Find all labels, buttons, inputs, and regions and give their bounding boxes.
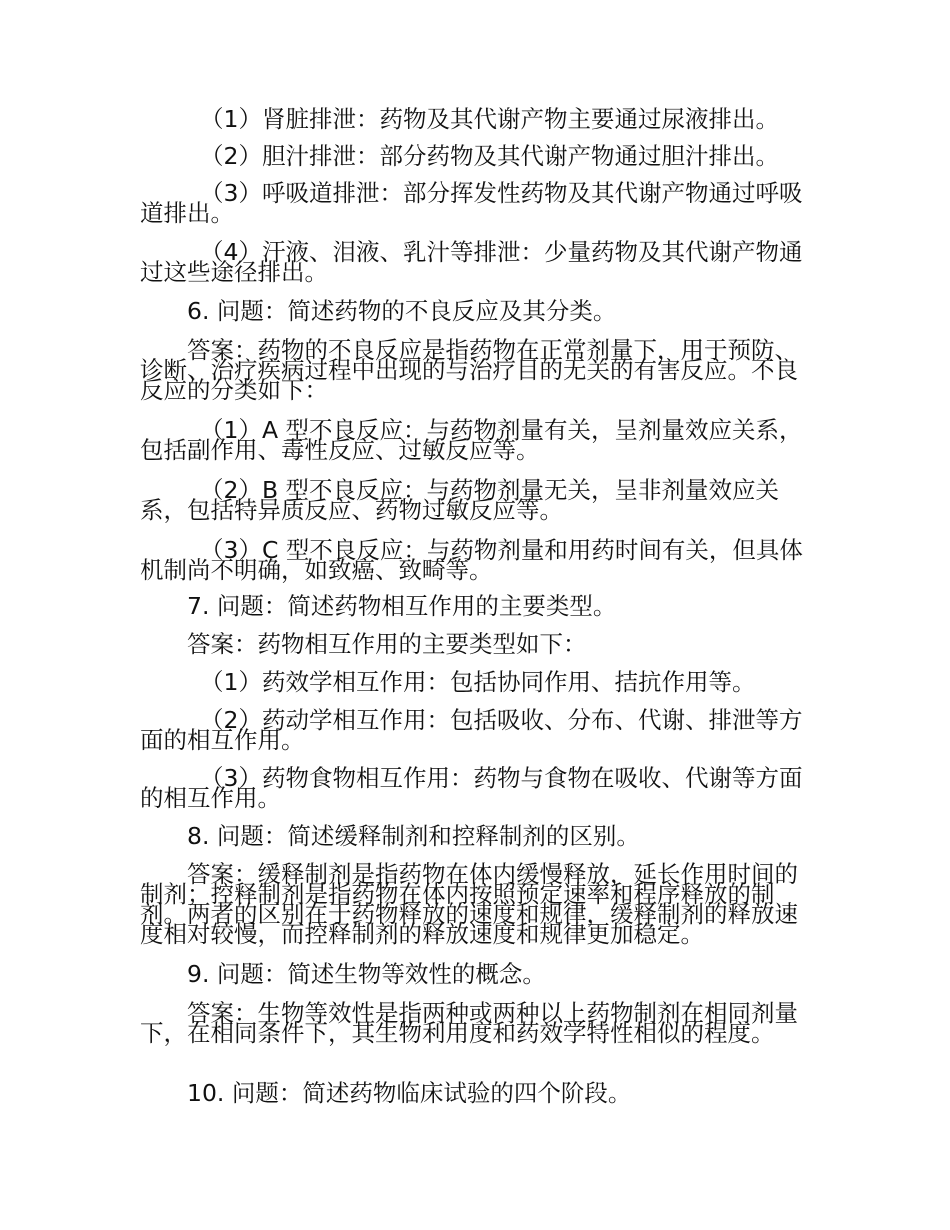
paragraph-respiratory-excretion: （3）呼吸道排泄：部分挥发性药物及其代谢产物通过呼吸道排出。	[140, 179, 803, 227]
question-7: 7. 问题：简述药物相互作用的主要类型。	[187, 592, 617, 620]
question-10: 10. 问题：简述药物临床试验的四个阶段。	[187, 1079, 632, 1107]
paragraph-other-excretion: （4）汗液、泪液、乳汁等排泄：少量药物及其代谢产物通过这些途径排出。	[140, 238, 803, 286]
paragraph-biliary-excretion: （2）胆汁排泄：部分药物及其代谢产物通过胆汁排出。	[200, 142, 779, 170]
answer-8: 答案：缓释制剂是指药物在体内缓慢释放，延长作用时间的制剂；控释制剂是指药物在体内按照预定速率和程序释放的制剂。两者的区别在于药物释放的速度和规律，缓释制剂的释放速度相对较慢，而控释制剂的释放速度和规律更加稳定。	[140, 860, 798, 948]
answer-9: 答案：生物等效性是指两种或两种以上药物制剂在相同剂量下，在相同条件下，其生物利用度和药效学特性相似的程度。	[140, 999, 798, 1047]
question-6: 6. 问题：简述药物的不良反应及其分类。	[187, 297, 617, 325]
answer-6-type-a: （1）A 型不良反应：与药物剂量有关，呈剂量效应关系，包括副作用、毒性反应、过敏反应等。	[140, 416, 803, 464]
answer-6: 答案：药物的不良反应是指药物在正常剂量下，用于预防、诊断、治疗疾病过程中出现的与治疗目的无关的有害反应。不良反应的分类如下：	[140, 336, 798, 404]
answer-7: 答案：药物相互作用的主要类型如下：	[187, 630, 587, 658]
question-9: 9. 问题：简述生物等效性的概念。	[187, 960, 546, 988]
answer-6-type-c: （3）C 型不良反应：与药物剂量和用药时间有关，但具体机制尚不明确，如致癌、致畸等。	[140, 536, 803, 584]
question-8: 8. 问题：简述缓释制剂和控释制剂的区别。	[187, 822, 640, 850]
answer-7-drug-food: （3）药物食物相互作用：药物与食物在吸收、代谢等方面的相互作用。	[140, 764, 803, 812]
answer-7-pharmacodynamic: （1）药效学相互作用：包括协同作用、拮抗作用等。	[200, 668, 756, 696]
answer-6-type-b: （2）B 型不良反应：与药物剂量无关，呈非剂量效应关系，包括特异质反应、药物过敏反应等。	[140, 476, 780, 524]
answer-7-pharmacokinetic: （2）药动学相互作用：包括吸收、分布、代谢、排泄等方面的相互作用。	[140, 706, 803, 754]
paragraph-renal-excretion: （1）肾脏排泄：药物及其代谢产物主要通过尿液排出。	[200, 105, 779, 133]
